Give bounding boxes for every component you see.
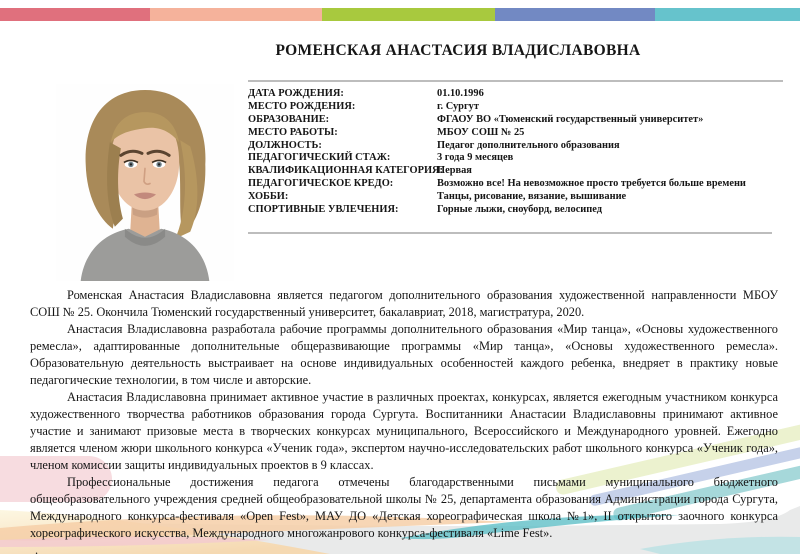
info-value: МБОУ СОШ № 25 — [437, 126, 525, 138]
info-label: ПЕДАГОГИЧЕСКИЙ СТАЖ: — [248, 152, 391, 164]
portrait-illustration — [56, 84, 234, 281]
info-value: Танцы, рисование, вязание, вышивание — [437, 191, 627, 203]
stripe-segment-salmon — [150, 8, 322, 21]
info-label: ПЕДАГОГИЧЕСКОЕ КРЕДО: — [248, 178, 394, 190]
bio-paragraph: Профессиональные достижения педагога отмечены благодарственными письмами муниципального бюджетного общеобразовательного учреждения средней общеобразовательной школы № 25, департамента образования Администрации города Сургута, Международного конкурса-фестиваля «Open Fest», МАУ ДО «Детская хореографическая школа №1», II открытого заочного конкурса хореографического искусства, Международного многожанрового конкурса-фестиваля «Lime Fest». — [30, 475, 778, 540]
stripe-segment-teal — [655, 8, 800, 21]
top-color-stripe — [0, 8, 800, 21]
info-value: Возможно все! На невозможное просто требуется больше времени — [437, 178, 746, 190]
bio-paragraph: Роменская Анастасия Владиславовна является педагогом дополнительного образования художественной направленности МБОУ СОШ № 25. Окончила Тюменский государственный университет, бакалавриат, 2018, магистратура, 2020. — [30, 288, 778, 319]
info-value: 3 года 9 месяцев — [437, 152, 514, 164]
profile-photo — [56, 84, 234, 281]
info-label: КВАЛИФИКАЦИОННАЯ КАТЕГОРИЯ: — [248, 165, 444, 177]
info-label: СПОРТИВНЫЕ УВЛЕЧЕНИЯ: — [248, 204, 399, 216]
bio-paragraph: Анастасия Владиславовна разработала рабочие программы дополнительного образования «Мир танца», «Основы художественного ремесла», адаптированные дополнительные общеразвивающие программы «Мир танца», «Основы художественного ремесла». Образовательную деятельность выстраивает на основе индивидуальных особенностей каждого ребенка, внедряет в практику новые педагогические технологии, в том числе и авторские. — [30, 322, 778, 387]
info-label: ОБРАЗОВАНИЕ: — [248, 113, 330, 125]
info-row — [248, 165, 790, 178]
divider-bottom — [248, 232, 772, 234]
profile-info-list — [248, 88, 790, 217]
info-row — [248, 152, 790, 165]
info-label: ДАТА РОЖДЕНИЯ: — [248, 88, 344, 99]
stripe-segment-blue — [495, 8, 655, 21]
info-row — [248, 114, 790, 127]
info-value: 01.10.1996 — [437, 88, 484, 99]
info-row — [248, 88, 790, 101]
trailing-period: . — [35, 543, 39, 554]
info-row — [248, 101, 790, 114]
info-row — [248, 140, 790, 153]
info-value: ФГАОУ ВО «Тюменский государственный университет» — [437, 113, 704, 125]
info-row — [248, 191, 790, 204]
page-title: РОМЕНСКАЯ АНАСТАСИЯ ВЛАДИСЛАВОВНА — [275, 42, 641, 59]
info-value: Горные лыжи, сноуборд, велосипед — [437, 204, 603, 216]
bio-paragraph: Анастасия Владиславовна принимает активное участие в различных проектах, конкурсах, является ежегодным участником конкурса художественного творчества работников образования города Сургута. Воспитанники Анастасии Владиславовны принимают активное участие и занимают призовые места в творческих конкурсах муниципального, Всероссийского и Международного уровней. Ежегодно является членом жюри школьного конкурса «Ученик года», экспертом научно-исследовательских работ школьного конкурса «Ученик года», членом комиссии защиты индивидуальных проектов в 9 классах. — [30, 390, 778, 472]
stripe-segment-red — [0, 8, 150, 21]
info-label: ХОББИ: — [248, 191, 289, 203]
biography-text — [30, 287, 778, 554]
info-row — [248, 178, 790, 191]
info-value: Первая — [437, 165, 472, 177]
stripe-segment-green — [322, 8, 495, 21]
info-label: МЕСТО РОЖДЕНИЯ: — [248, 100, 356, 112]
info-row — [248, 204, 790, 217]
info-value: Педагог дополнительного образования — [437, 139, 620, 151]
info-value: г. Сургут — [437, 100, 479, 112]
info-row — [248, 127, 790, 140]
divider-top — [248, 80, 783, 82]
info-label: ДОЛЖНОСТЬ: — [248, 139, 322, 151]
info-label: МЕСТО РАБОТЫ: — [248, 126, 338, 138]
